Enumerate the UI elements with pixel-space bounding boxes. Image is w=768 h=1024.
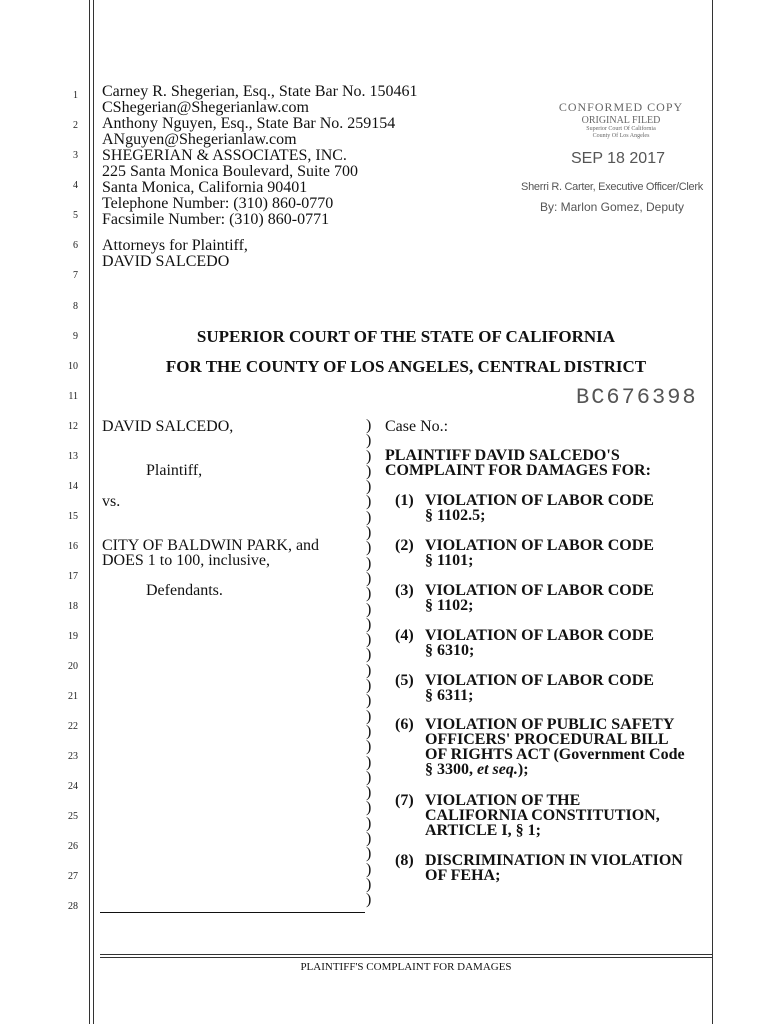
firm-name: SHEGERIAN & ASSOCIATES, INC. bbox=[102, 147, 347, 164]
left-margin-rule-2 bbox=[93, 0, 94, 1024]
claim-text: OFFICERS' PROCEDURAL BILL bbox=[425, 731, 669, 748]
caption-paren: ) bbox=[366, 845, 372, 863]
caption-paren: ) bbox=[366, 585, 372, 603]
stamp-county: County Of Los Angeles bbox=[592, 133, 650, 139]
versus: vs. bbox=[102, 493, 121, 510]
claim-text: CALIFORNIA CONSTITUTION, bbox=[425, 807, 660, 824]
court-title-line-1: SUPERIOR COURT OF THE STATE OF CALIFORNIA bbox=[196, 327, 616, 346]
claim-number: (5) bbox=[395, 672, 414, 689]
claim-text: OF FEHA; bbox=[425, 867, 501, 884]
caption-paren: ) bbox=[366, 539, 372, 557]
caption-paren: ) bbox=[366, 891, 372, 909]
claim-text: OF RIGHTS ACT (Government Code bbox=[425, 746, 685, 763]
caption-paren: ) bbox=[366, 432, 372, 450]
line-number: 10 bbox=[68, 361, 78, 372]
claim-text: VIOLATION OF LABOR CODE bbox=[425, 582, 654, 599]
caption-paren: ) bbox=[366, 508, 372, 526]
plaintiff-name: DAVID SALCEDO, bbox=[102, 418, 234, 435]
complaint-title-line-1: PLAINTIFF DAVID SALCEDO'S bbox=[385, 447, 620, 464]
case-number-label: Case No.: bbox=[385, 418, 449, 435]
claim-text: ARTICLE I, § 1; bbox=[425, 822, 541, 839]
attorney-email: ANguyen@Shegerianlaw.com bbox=[102, 131, 297, 148]
line-number: 14 bbox=[68, 481, 78, 492]
firm-facsimile: Facsimile Number: (310) 860-0771 bbox=[102, 211, 330, 228]
line-number: 15 bbox=[68, 511, 78, 522]
line-number: 8 bbox=[73, 301, 78, 312]
caption-paren: ) bbox=[366, 692, 372, 710]
firm-city: Santa Monica, California 90401 bbox=[102, 179, 308, 196]
claim-text: DISCRIMINATION IN VIOLATION bbox=[425, 852, 683, 869]
line-number: 17 bbox=[68, 571, 78, 582]
filing-stamp bbox=[496, 100, 716, 214]
client-name: DAVID SALCEDO bbox=[102, 253, 230, 270]
line-number: 28 bbox=[68, 901, 78, 912]
stamp-date: SEP 18 2017 bbox=[570, 150, 665, 167]
firm-address: 225 Santa Monica Boulevard, Suite 700 bbox=[102, 163, 358, 180]
claim-text: § 1102; bbox=[425, 597, 474, 614]
line-number: 23 bbox=[68, 751, 78, 762]
line-number: 18 bbox=[68, 601, 78, 612]
caption-underline bbox=[100, 912, 365, 913]
caption-paren: ) bbox=[366, 417, 372, 434]
line-number: 16 bbox=[68, 541, 78, 552]
stamp-deputy: By: Marlon Gomez, Deputy bbox=[539, 200, 685, 214]
claim-number: (4) bbox=[395, 627, 414, 644]
line-number: 7 bbox=[73, 270, 78, 281]
line-number: 5 bbox=[73, 210, 78, 221]
claim-number: (7) bbox=[395, 792, 414, 809]
caption-paren: ) bbox=[366, 753, 372, 771]
attorney-line: Carney R. Shegerian, Esq., State Bar No. 150461 bbox=[102, 83, 418, 100]
line-number: 11 bbox=[68, 391, 78, 402]
line-number: 3 bbox=[73, 150, 78, 161]
caption-parentheses bbox=[366, 418, 376, 908]
attorneys-for bbox=[102, 238, 248, 270]
caption-paren: ) bbox=[366, 447, 372, 465]
caption-paren: ) bbox=[366, 830, 372, 848]
caption-paren: ) bbox=[366, 875, 372, 893]
left-margin-rule-1 bbox=[89, 0, 90, 1024]
claim-text: VIOLATION OF LABOR CODE bbox=[425, 672, 654, 689]
court-title-line-2: FOR THE COUNTY OF LOS ANGELES, CENTRAL DISTRICT bbox=[165, 357, 647, 376]
caption-paren: ) bbox=[366, 784, 372, 802]
caption-paren: ) bbox=[366, 493, 372, 511]
complaint-title-line-2: COMPLAINT FOR DAMAGES FOR: bbox=[385, 462, 651, 479]
line-number: 22 bbox=[68, 721, 78, 732]
claim-text: VIOLATION OF PUBLIC SAFETY bbox=[425, 716, 675, 733]
line-number: 20 bbox=[68, 661, 78, 672]
caption-paren: ) bbox=[366, 707, 372, 725]
line-number: 1 bbox=[73, 90, 78, 101]
case-number-stamp: BC676398 bbox=[576, 385, 698, 410]
caption-paren: ) bbox=[366, 661, 372, 679]
line-number: 27 bbox=[68, 871, 78, 882]
line-number: 19 bbox=[68, 631, 78, 642]
claim-text: § 6311; bbox=[425, 687, 474, 704]
attorney-email: CShegerian@Shegerianlaw.com bbox=[102, 99, 309, 116]
caption-paren: ) bbox=[366, 462, 372, 480]
attorneys-for-label: Attorneys for Plaintiff, bbox=[102, 237, 248, 254]
caption-paren: ) bbox=[366, 738, 372, 756]
claim-number: (8) bbox=[395, 852, 414, 869]
claim-text: VIOLATION OF THE bbox=[425, 792, 581, 809]
attorney-caption bbox=[102, 84, 418, 228]
defendant-role: Defendants. bbox=[146, 582, 223, 599]
line-number: 21 bbox=[68, 691, 78, 702]
line-number: 12 bbox=[68, 421, 78, 432]
caption-paren: ) bbox=[366, 615, 372, 633]
firm-telephone: Telephone Number: (310) 860-0770 bbox=[102, 195, 334, 212]
caption-paren: ) bbox=[366, 814, 372, 832]
caption-paren: ) bbox=[366, 646, 372, 664]
caption-paren: ) bbox=[366, 524, 372, 542]
et-seq-italic: et seq. bbox=[477, 761, 518, 778]
caption-paren: ) bbox=[366, 799, 372, 817]
footer-rule-bottom bbox=[100, 957, 712, 958]
claim-text: VIOLATION OF LABOR CODE bbox=[425, 492, 654, 509]
caption-paren: ) bbox=[366, 478, 372, 496]
caption-paren: ) bbox=[366, 554, 372, 572]
stamp-original-filed: ORIGINAL FILED bbox=[581, 115, 661, 126]
footer-rule-top bbox=[100, 954, 712, 955]
line-number: 6 bbox=[73, 240, 78, 251]
stamp-clerk: Sherri R. Carter, Executive Officer/Clerk bbox=[521, 181, 703, 193]
caption-paren: ) bbox=[366, 722, 372, 740]
line-number: 13 bbox=[68, 451, 78, 462]
stamp-court: Superior Court Of California bbox=[586, 126, 656, 132]
caption-paren: ) bbox=[366, 569, 372, 587]
claim-text: VIOLATION OF LABOR CODE bbox=[425, 627, 654, 644]
caption-paren: ) bbox=[366, 600, 372, 618]
claim-number: (2) bbox=[395, 537, 414, 554]
attorney-line: Anthony Nguyen, Esq., State Bar No. 259154 bbox=[102, 115, 396, 132]
claim-number: (3) bbox=[395, 582, 414, 599]
claim-text: § 3300, et seq.); bbox=[425, 761, 529, 778]
line-number: 4 bbox=[73, 180, 78, 191]
claim-number: (1) bbox=[395, 492, 414, 509]
caption-paren: ) bbox=[366, 677, 372, 695]
claim-text: § 1102.5; bbox=[425, 507, 486, 524]
line-number: 26 bbox=[68, 841, 78, 852]
line-number: 2 bbox=[73, 120, 78, 131]
caption-paren: ) bbox=[366, 631, 372, 649]
claim-number: (6) bbox=[395, 716, 414, 733]
defendant-does: DOES 1 to 100, inclusive, bbox=[102, 552, 270, 569]
plaintiff-role: Plaintiff, bbox=[146, 462, 203, 479]
claim-text: § 1101; bbox=[425, 552, 474, 569]
defendant-name: CITY OF BALDWIN PARK, and bbox=[102, 537, 320, 554]
page-footer: PLAINTIFF'S COMPLAINT FOR DAMAGES bbox=[300, 961, 512, 973]
line-number: 25 bbox=[68, 811, 78, 822]
caption-paren: ) bbox=[366, 860, 372, 878]
claim-text: § 6310; bbox=[425, 642, 475, 659]
claim-text: VIOLATION OF LABOR CODE bbox=[425, 537, 654, 554]
caption-paren: ) bbox=[366, 768, 372, 786]
line-number: 9 bbox=[73, 331, 78, 342]
stamp-conformed: CONFORMED COPY bbox=[558, 100, 684, 114]
line-number: 24 bbox=[68, 781, 78, 792]
